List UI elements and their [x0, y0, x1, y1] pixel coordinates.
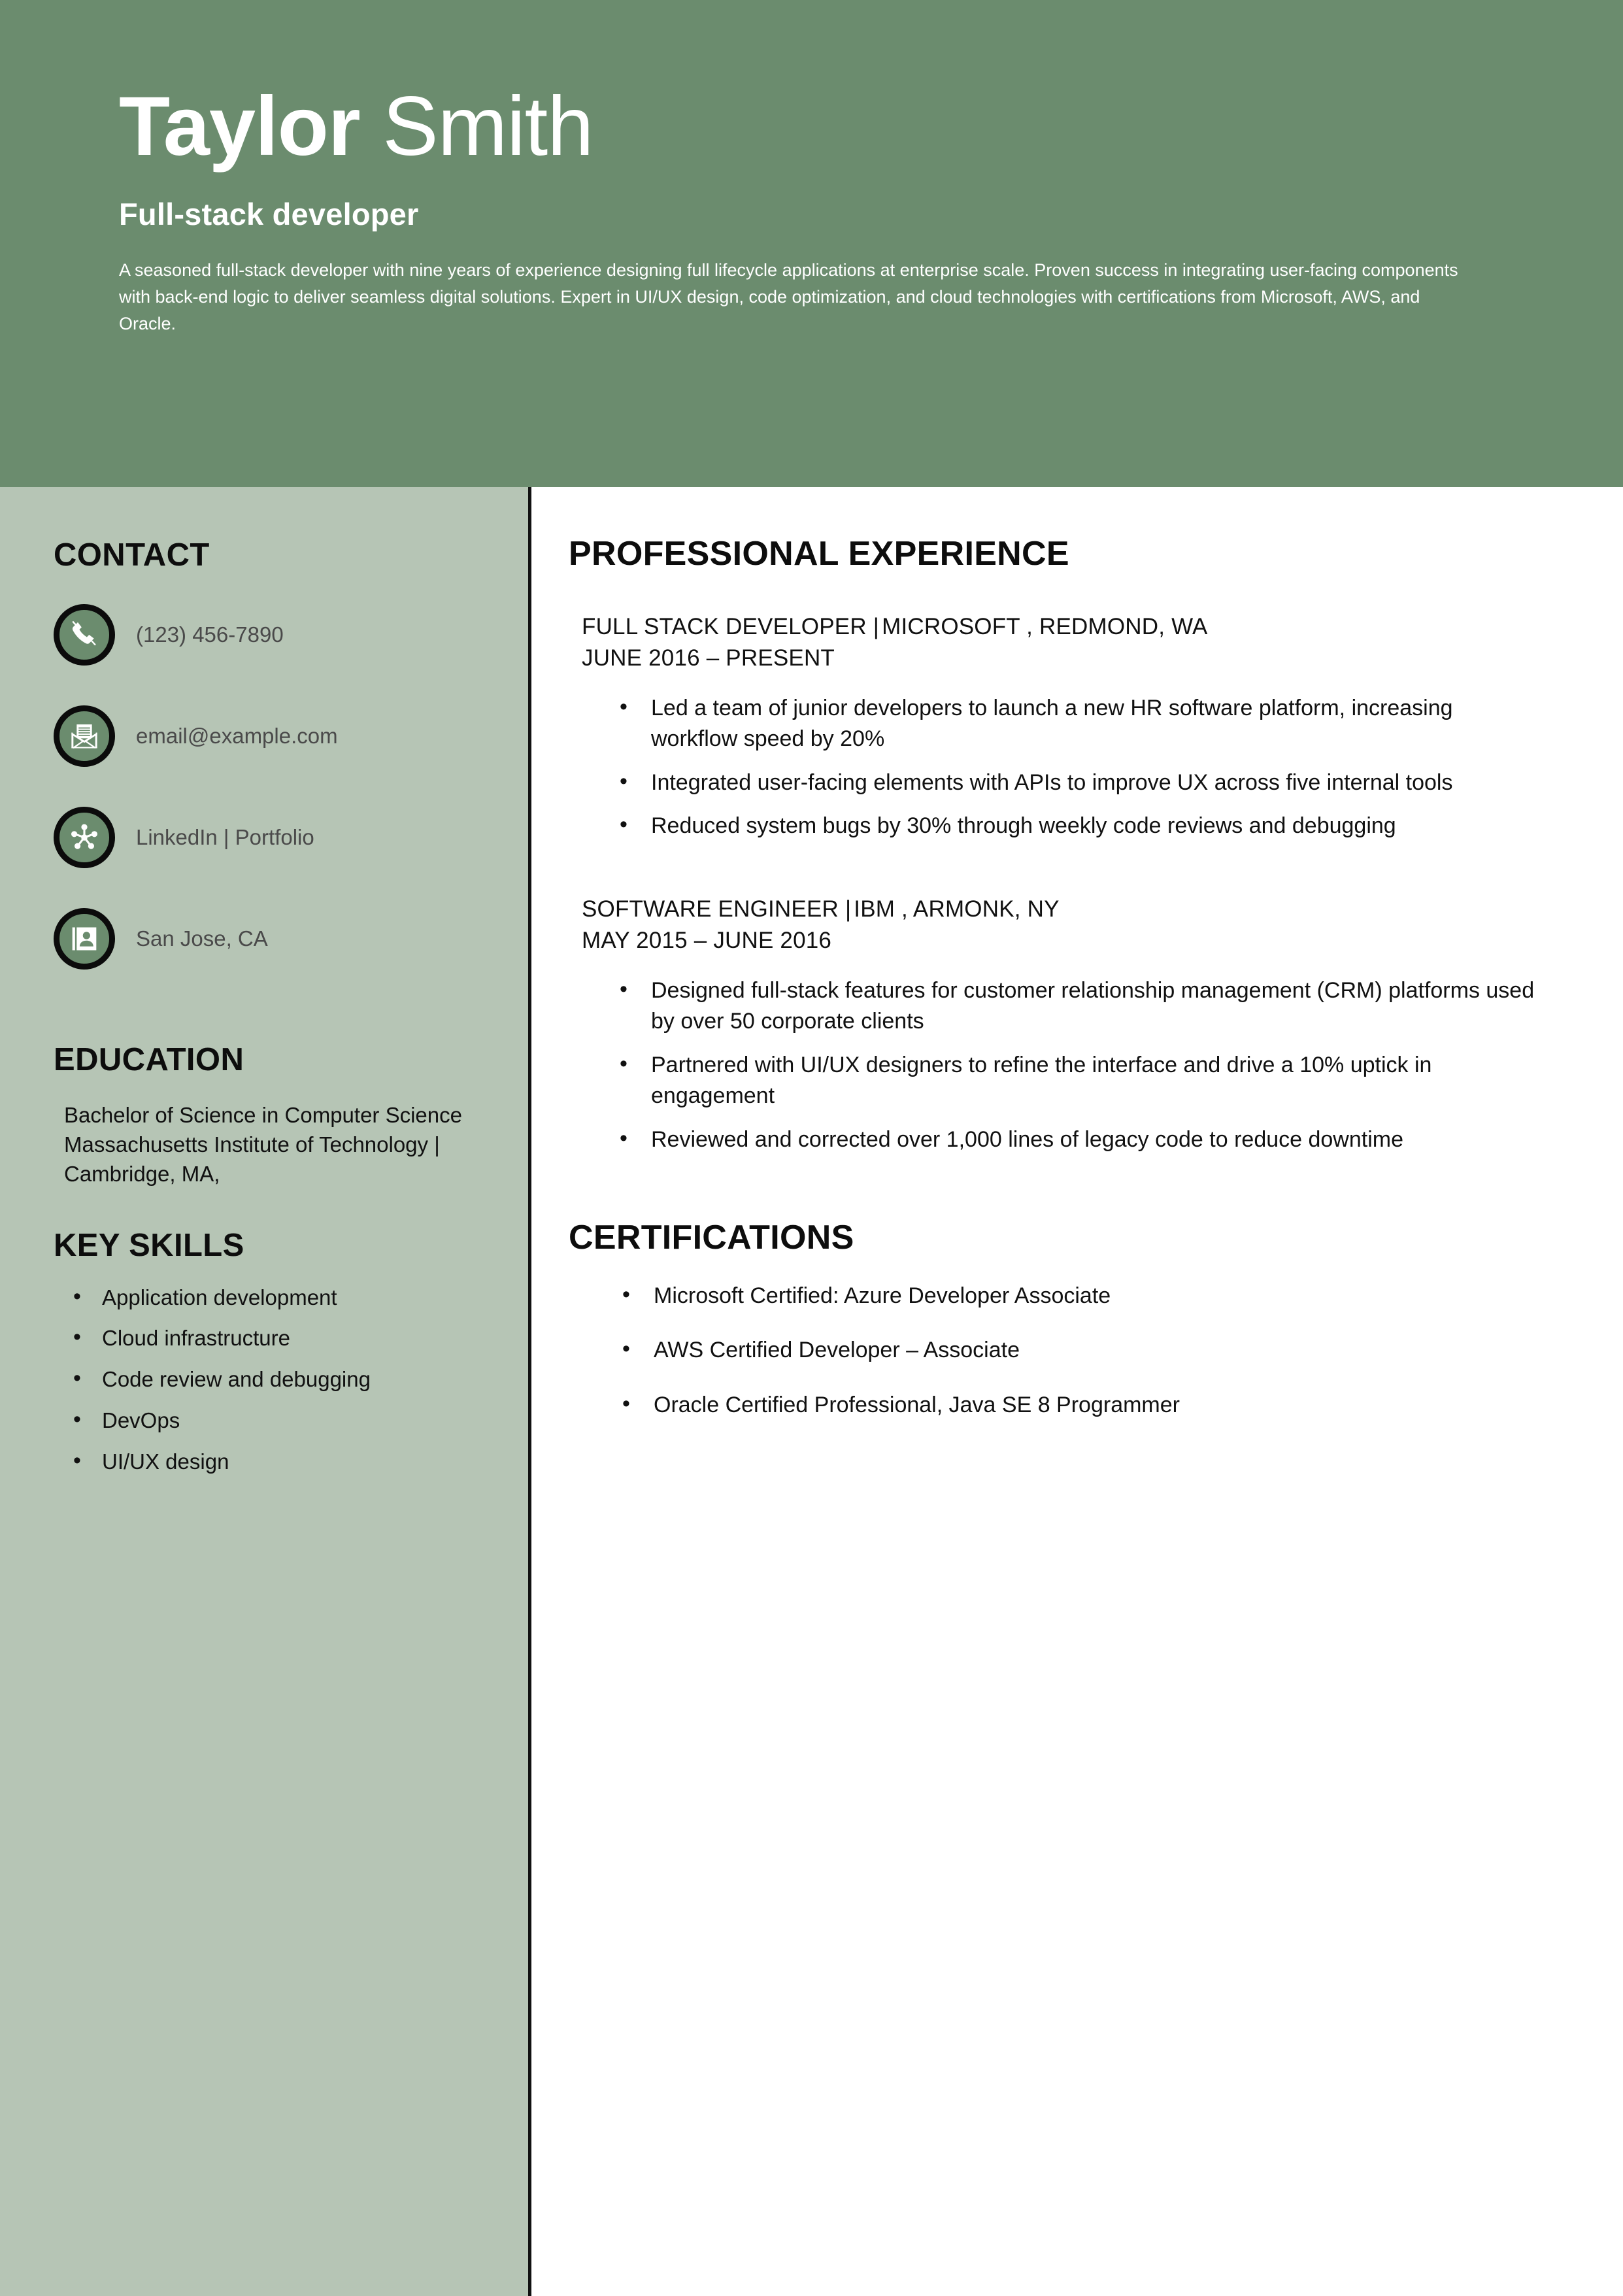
contact-row-email[interactable] — [54, 700, 482, 773]
list-item: • Designed full-stack features for customer relationship management (CRM) platforms used by over 50 corporate clients — [651, 975, 1545, 1038]
list-item: • Microsoft Certified: Azure Developer Associate — [654, 1281, 1545, 1312]
list-item: • Cloud infrastructure — [102, 1324, 482, 1353]
education-degree: Bachelor of Science in Computer Science — [64, 1103, 462, 1127]
job-title-2: SOFTWARE ENGINEER — [582, 896, 839, 922]
list-item: • Integrated user-facing elements with APIs to improve UX across five internal tools — [651, 768, 1545, 799]
job-header — [582, 611, 1545, 643]
resume-header — [0, 0, 1623, 487]
experience-heading: PROFESSIONAL EXPERIENCE — [569, 535, 1069, 573]
contact-email-text: email@example.com — [136, 724, 338, 748]
job-bullets-1 — [582, 675, 1545, 842]
page-title — [119, 0, 1623, 173]
job-title-1: FULL STACK DEVELOPER — [582, 614, 867, 639]
contact-heading: CONTACT — [54, 537, 210, 573]
job-dates-2: MAY 2015 – JUNE 2016 — [582, 928, 832, 954]
list-item: • Led a team of junior developers to launch a new HR software platform, increasing workflow speed by 20% — [651, 693, 1545, 755]
job-dates-1: JUNE 2016 – PRESENT — [582, 645, 835, 671]
last-name: Smith — [360, 80, 594, 173]
list-item: • Application development — [102, 1283, 482, 1312]
education-block — [54, 1078, 482, 1189]
list-item: • Oracle Certified Professional, Java SE 8 Programmer — [654, 1390, 1545, 1421]
contact-location-text: San Jose, CA — [136, 926, 268, 951]
professional-summary: A seasoned full-stack developer with nine years of experience designing full lifecycle applications at enterprise scale. Proven success in integrating user-facing components with back-end logic to deliver seamless digital solutions. Expert in UI/UX design, code optimization, and cloud technologies with certifications from Microsoft, AWS, and Oracle. — [119, 260, 1458, 334]
job-company-1: MICROSOFT , REDMOND, WA — [882, 614, 1208, 639]
list-item: • AWS Certified Developer – Associate — [654, 1335, 1545, 1366]
contact-phone-text: (123) 456-7890 — [136, 622, 284, 647]
contact-row-phone[interactable] — [54, 598, 482, 671]
contact-row-location[interactable] — [54, 902, 482, 975]
list-item: • Reduced system bugs by 30% through weekly code reviews and debugging — [651, 811, 1545, 842]
contact-list — [54, 573, 482, 975]
experience-entry-1 — [569, 573, 1545, 842]
address-book-icon — [54, 908, 115, 970]
main-content — [531, 487, 1623, 2296]
list-item: • Reviewed and corrected over 1,000 lines of legacy code to reduce downtime — [651, 1124, 1545, 1156]
job-bullets-2 — [582, 957, 1545, 1156]
job-separator: | — [845, 896, 852, 922]
list-item: • Code review and debugging — [102, 1365, 482, 1394]
key-skills-list — [54, 1264, 482, 1476]
list-item: • DevOps — [102, 1406, 482, 1435]
email-icon — [54, 705, 115, 767]
job-header — [582, 894, 1545, 925]
job-title: Full-stack developer — [119, 197, 419, 231]
contact-row-links[interactable] — [54, 801, 482, 874]
job-company-2: IBM , ARMONK, NY — [854, 896, 1060, 922]
education-heading: EDUCATION — [54, 1042, 244, 1077]
list-item: • UI/UX design — [102, 1447, 482, 1476]
experience-entry-2 — [569, 854, 1545, 1156]
first-name: Taylor — [119, 80, 360, 173]
list-item: • Partnered with UI/UX designers to refine the interface and drive a 10% uptick in engagement — [651, 1050, 1545, 1112]
job-separator: | — [873, 614, 880, 639]
sidebar — [0, 487, 528, 2296]
network-icon — [54, 807, 115, 868]
contact-links-text: LinkedIn | Portfolio — [136, 825, 314, 849]
key-skills-heading: KEY SKILLS — [54, 1227, 244, 1263]
certifications-list — [569, 1257, 1545, 1421]
education-school: Massachusetts Institute of Technology | Cambridge, MA, — [64, 1132, 440, 1187]
certifications-heading: CERTIFICATIONS — [569, 1218, 854, 1257]
phone-icon — [54, 604, 115, 666]
